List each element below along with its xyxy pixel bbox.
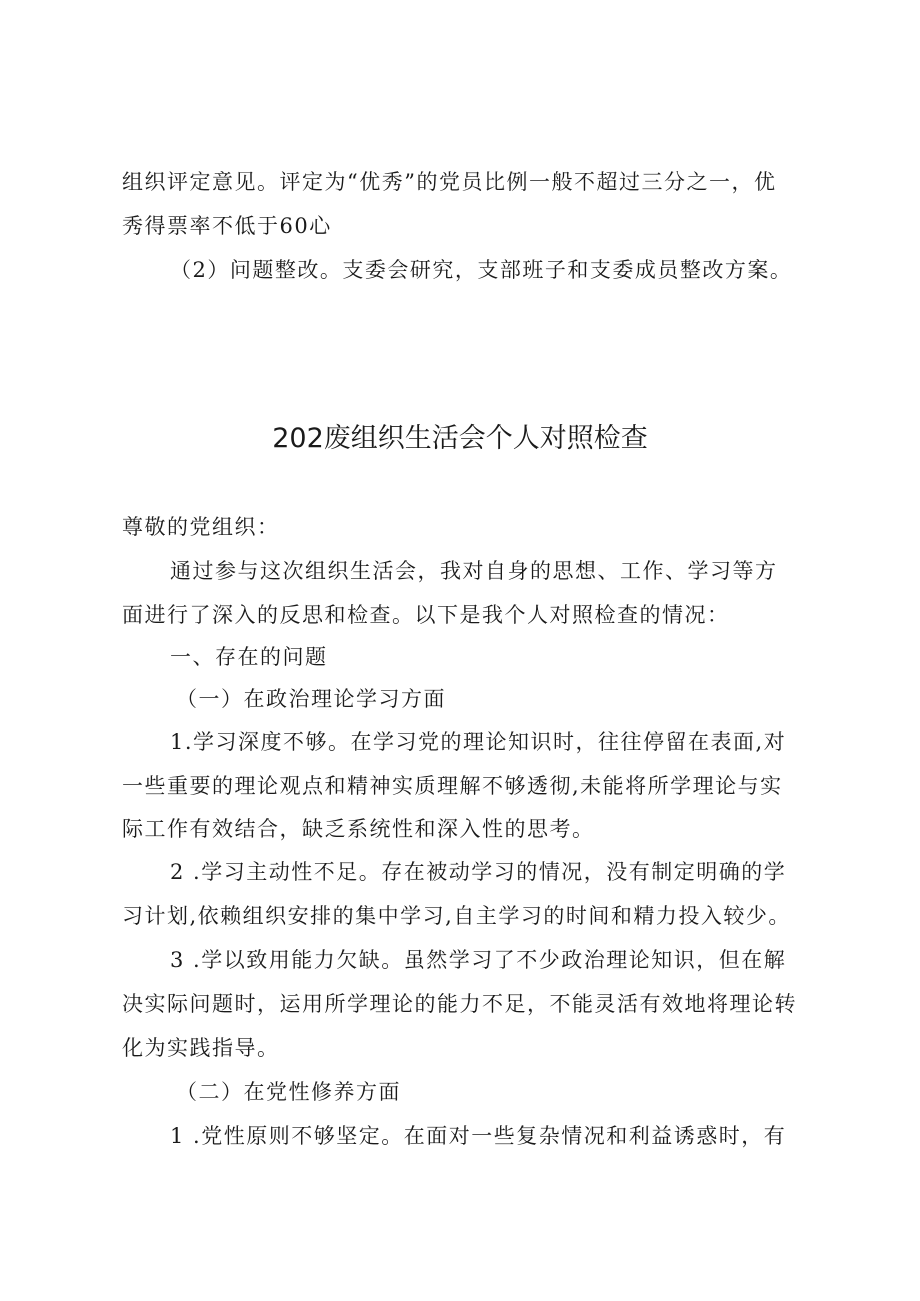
item-1-line-2: 一些重要的理论观点和精神实质理解不够透彻,未能将所学理论与实 [122, 774, 783, 798]
previous-page-line-1: 组织评定意见。评定为“优秀”的党员比例一般不超过三分之一，优 [122, 170, 777, 194]
item-1-line-1: 1.学习深度不够。在学习党的理论知识时，往往停留在表面,对 [170, 730, 787, 754]
section-heading-problems: 一、存在的问题 [170, 645, 328, 669]
previous-page-line-2: 秀得票率不低于60心 [122, 214, 332, 238]
salutation: 尊敬的党组织： [122, 515, 280, 539]
item-3-line-2: 决实际问题时，运用所学理论的能力不足，不能灵活有效地将理论转 [122, 992, 797, 1016]
item-2-line-2: 习计划,依赖组织安排的集中学习,自主学习的时间和精力投入较少。 [122, 904, 791, 928]
intro-line-2: 面进行了深入的反思和检查。以下是我个人对照检查的情况： [122, 603, 730, 627]
item-3-line-3: 化为实践指导。 [122, 1036, 280, 1060]
item-1-line-3: 际工作有效结合，缺乏系统性和深入性的思考。 [122, 817, 595, 841]
previous-page-line-3: （2）问题整改。支委会研究，支部班子和支委成员整改方案。 [170, 258, 793, 282]
document-title: 202废组织生活会个人对照检查 [272, 423, 648, 454]
intro-line-1: 通过参与这次组织生活会，我对自身的思想、工作、学习等方 [170, 559, 778, 583]
item-4-line-1: 1 .党性原则不够坚定。在面对一些复杂情况和利益诱惑时，有 [170, 1124, 787, 1148]
item-2-line-1: 2 .学习主动性不足。存在被动学习的情况，没有制定明确的学 [170, 860, 787, 884]
subsection-heading-party-spirit: （二）在党性修养方面 [176, 1080, 401, 1104]
subsection-heading-theory-study: （一）在政治理论学习方面 [176, 687, 446, 711]
item-3-line-1: 3 .学以致用能力欠缺。虽然学习了不少政治理论知识，但在解 [170, 948, 787, 972]
